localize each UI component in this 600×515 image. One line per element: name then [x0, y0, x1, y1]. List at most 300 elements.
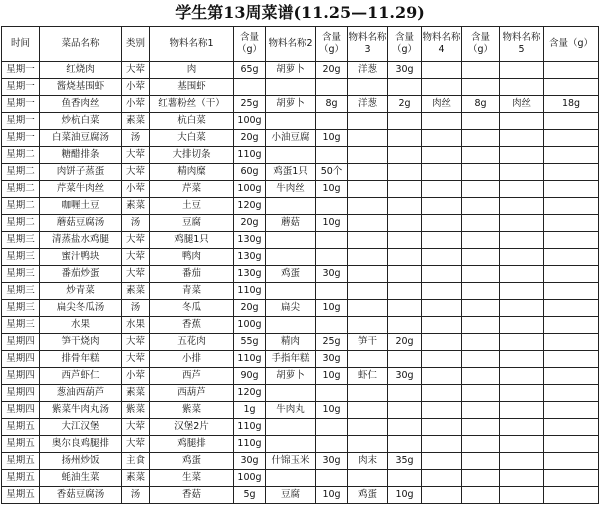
cell-amount-1: 5g [234, 487, 266, 504]
table-row [2, 232, 599, 249]
cell-material-3: 肉末 [348, 453, 388, 470]
cell-amount-1: 110g [234, 436, 266, 453]
cell-amount-2: 10g [316, 181, 348, 198]
cell-amount-3: 30g [388, 62, 422, 79]
header-amount-5: 含量（g） [544, 27, 599, 62]
cell-category: 素菜 [122, 113, 150, 130]
cell-dish: 清蒸盐水鸡腿 [40, 232, 122, 249]
cell-material-5 [500, 317, 544, 334]
cell-amount-3 [388, 215, 422, 232]
cell-dish: 酱烧基围虾 [40, 79, 122, 96]
cell-material-3 [348, 300, 388, 317]
cell-amount-2: 10g [316, 402, 348, 419]
cell-material-3 [348, 164, 388, 181]
cell-amount-4 [462, 470, 500, 487]
cell-material-1: 生菜 [150, 470, 234, 487]
cell-material-2 [266, 317, 316, 334]
cell-material-4 [422, 453, 462, 470]
cell-amount-2: 30g [316, 453, 348, 470]
cell-day: 星期四 [2, 351, 40, 368]
cell-material-4 [422, 436, 462, 453]
table-row [2, 283, 599, 300]
table-row [2, 130, 599, 147]
cell-material-3: 洋葱 [348, 96, 388, 113]
cell-material-4 [422, 283, 462, 300]
cell-category: 大荤 [122, 232, 150, 249]
cell-material-1: 红薯粉丝（干） [150, 96, 234, 113]
cell-day: 星期四 [2, 402, 40, 419]
cell-amount-3 [388, 470, 422, 487]
cell-material-3 [348, 266, 388, 283]
cell-material-4 [422, 181, 462, 198]
cell-category: 素菜 [122, 470, 150, 487]
cell-amount-3 [388, 402, 422, 419]
cell-amount-1: 120g [234, 385, 266, 402]
cell-material-1: 五花肉 [150, 334, 234, 351]
cell-material-4 [422, 266, 462, 283]
cell-material-4: 肉丝 [422, 96, 462, 113]
table-row [2, 487, 599, 504]
cell-amount-3: 35g [388, 453, 422, 470]
cell-amount-2 [316, 385, 348, 402]
cell-material-2: 豆腐 [266, 487, 316, 504]
cell-material-1: 杭白菜 [150, 113, 234, 130]
header-amount-4: 含量（g） [462, 27, 500, 62]
cell-amount-4 [462, 113, 500, 130]
cell-material-4 [422, 419, 462, 436]
cell-amount-4 [462, 487, 500, 504]
cell-material-2 [266, 113, 316, 130]
cell-amount-4 [462, 249, 500, 266]
cell-material-3 [348, 351, 388, 368]
cell-amount-4 [462, 164, 500, 181]
cell-material-2 [266, 470, 316, 487]
cell-material-4 [422, 300, 462, 317]
header-time: 时间 [2, 27, 40, 62]
cell-amount-4 [462, 334, 500, 351]
cell-category: 小荤 [122, 96, 150, 113]
cell-material-5 [500, 266, 544, 283]
cell-category: 大荤 [122, 436, 150, 453]
cell-amount-4 [462, 317, 500, 334]
cell-material-3 [348, 283, 388, 300]
cell-amount-5 [544, 317, 599, 334]
cell-material-5 [500, 198, 544, 215]
header-dish-name: 菜品名称 [40, 27, 122, 62]
cell-amount-5 [544, 300, 599, 317]
cell-amount-5 [544, 79, 599, 96]
cell-amount-1: 130g [234, 249, 266, 266]
cell-amount-1: 130g [234, 232, 266, 249]
cell-dish: 蚝油生菜 [40, 470, 122, 487]
cell-amount-1: 110g [234, 419, 266, 436]
cell-amount-2 [316, 419, 348, 436]
table-row [2, 62, 599, 79]
cell-amount-2 [316, 470, 348, 487]
cell-amount-5 [544, 453, 599, 470]
cell-amount-1: 100g [234, 113, 266, 130]
table-row [2, 164, 599, 181]
table-row [2, 470, 599, 487]
cell-day: 星期一 [2, 130, 40, 147]
cell-dish: 排骨年糕 [40, 351, 122, 368]
cell-material-2: 小油豆腐 [266, 130, 316, 147]
cell-amount-1: 20g [234, 300, 266, 317]
cell-material-2: 胡萝卜 [266, 62, 316, 79]
cell-material-5 [500, 419, 544, 436]
cell-amount-2 [316, 113, 348, 130]
header-amount-1: 含量（g） [234, 27, 266, 62]
cell-amount-2: 25g [316, 334, 348, 351]
cell-amount-1: 100g [234, 181, 266, 198]
cell-material-5 [500, 334, 544, 351]
cell-category: 大荤 [122, 249, 150, 266]
cell-category: 主食 [122, 453, 150, 470]
cell-category: 素菜 [122, 283, 150, 300]
cell-material-1: 西葫芦 [150, 385, 234, 402]
cell-material-5 [500, 385, 544, 402]
cell-category: 紫菜 [122, 402, 150, 419]
table-row [2, 79, 599, 96]
cell-amount-2: 30g [316, 266, 348, 283]
cell-amount-3 [388, 147, 422, 164]
cell-category: 水果 [122, 317, 150, 334]
table-row [2, 436, 599, 453]
cell-material-2 [266, 198, 316, 215]
cell-material-4 [422, 385, 462, 402]
cell-material-5 [500, 164, 544, 181]
cell-material-3 [348, 215, 388, 232]
cell-material-1: 紫菜 [150, 402, 234, 419]
cell-material-5 [500, 470, 544, 487]
cell-amount-4 [462, 436, 500, 453]
cell-amount-1: 60g [234, 164, 266, 181]
cell-material-2: 扁尖 [266, 300, 316, 317]
cell-amount-5: 18g [544, 96, 599, 113]
cell-material-5 [500, 283, 544, 300]
cell-amount-2: 50个 [316, 164, 348, 181]
cell-category: 汤 [122, 300, 150, 317]
cell-amount-2: 30g [316, 351, 348, 368]
table-row [2, 113, 599, 130]
cell-material-1: 青菜 [150, 283, 234, 300]
table-row [2, 249, 599, 266]
cell-category: 大荤 [122, 334, 150, 351]
cell-material-4 [422, 164, 462, 181]
cell-dish: 炒杭白菜 [40, 113, 122, 130]
cell-material-3 [348, 470, 388, 487]
cell-material-3: 鸡蛋 [348, 487, 388, 504]
table-row [2, 334, 599, 351]
cell-dish: 紫菜牛肉丸汤 [40, 402, 122, 419]
cell-dish: 蜜汁鸭块 [40, 249, 122, 266]
cell-day: 星期五 [2, 419, 40, 436]
cell-day: 星期三 [2, 300, 40, 317]
cell-material-5 [500, 215, 544, 232]
cell-amount-3: 2g [388, 96, 422, 113]
cell-amount-1: 130g [234, 266, 266, 283]
cell-amount-2 [316, 283, 348, 300]
header-category: 类别 [122, 27, 150, 62]
cell-amount-1: 110g [234, 283, 266, 300]
cell-amount-4 [462, 419, 500, 436]
cell-material-4 [422, 232, 462, 249]
cell-dish: 红烧肉 [40, 62, 122, 79]
cell-material-3 [348, 249, 388, 266]
cell-material-1: 土豆 [150, 198, 234, 215]
cell-material-5 [500, 79, 544, 96]
cell-material-1: 鸭肉 [150, 249, 234, 266]
cell-amount-2: 10g [316, 130, 348, 147]
cell-material-3 [348, 147, 388, 164]
cell-amount-1: 30g [234, 453, 266, 470]
cell-amount-3 [388, 113, 422, 130]
cell-day: 星期三 [2, 249, 40, 266]
cell-amount-5 [544, 283, 599, 300]
cell-material-2: 胡萝卜 [266, 368, 316, 385]
table-row [2, 198, 599, 215]
cell-material-3 [348, 181, 388, 198]
cell-day: 星期三 [2, 232, 40, 249]
cell-material-4 [422, 402, 462, 419]
cell-category: 大荤 [122, 351, 150, 368]
cell-amount-5 [544, 436, 599, 453]
cell-amount-2: 10g [316, 215, 348, 232]
table-row [2, 96, 599, 113]
cell-amount-4 [462, 368, 500, 385]
cell-material-4 [422, 351, 462, 368]
cell-material-5 [500, 300, 544, 317]
cell-amount-2 [316, 147, 348, 164]
cell-material-1: 鸡蛋 [150, 453, 234, 470]
cell-amount-3 [388, 283, 422, 300]
cell-material-4 [422, 130, 462, 147]
cell-amount-1: 90g [234, 368, 266, 385]
cell-day: 星期五 [2, 470, 40, 487]
cell-amount-3 [388, 266, 422, 283]
cell-amount-5 [544, 402, 599, 419]
cell-amount-3 [388, 130, 422, 147]
cell-material-5 [500, 113, 544, 130]
cell-material-2: 牛肉丝 [266, 181, 316, 198]
cell-amount-5 [544, 334, 599, 351]
cell-amount-3: 30g [388, 368, 422, 385]
cell-day: 星期二 [2, 198, 40, 215]
cell-dish: 扁尖冬瓜汤 [40, 300, 122, 317]
cell-day: 星期二 [2, 215, 40, 232]
cell-dish: 咖喱土豆 [40, 198, 122, 215]
cell-day: 星期一 [2, 113, 40, 130]
cell-amount-3 [388, 419, 422, 436]
page-title: 学生第13周菜谱(11.25—11.29) [175, 3, 425, 22]
cell-amount-5 [544, 470, 599, 487]
cell-material-1: 香菇 [150, 487, 234, 504]
cell-amount-2 [316, 232, 348, 249]
cell-material-4 [422, 368, 462, 385]
cell-dish: 肉饼子蒸蛋 [40, 164, 122, 181]
cell-amount-3 [388, 300, 422, 317]
cell-material-1: 大排切条 [150, 147, 234, 164]
cell-material-3 [348, 113, 388, 130]
cell-material-2: 蘑菇 [266, 215, 316, 232]
cell-material-1: 香蕉 [150, 317, 234, 334]
cell-amount-5 [544, 62, 599, 79]
cell-dish: 水果 [40, 317, 122, 334]
header-material-2: 物料名称2 [266, 27, 316, 62]
cell-amount-5 [544, 130, 599, 147]
cell-category: 小荤 [122, 181, 150, 198]
table-row [2, 300, 599, 317]
cell-category: 大荤 [122, 419, 150, 436]
cell-day: 星期四 [2, 385, 40, 402]
cell-day: 星期五 [2, 487, 40, 504]
cell-material-2 [266, 147, 316, 164]
cell-material-1: 基围虾 [150, 79, 234, 96]
cell-material-3 [348, 79, 388, 96]
cell-material-5 [500, 249, 544, 266]
cell-amount-2: 10g [316, 300, 348, 317]
menu-table [1, 26, 599, 504]
header-material-4: 物料名称4 [422, 27, 462, 62]
cell-amount-5 [544, 198, 599, 215]
cell-day: 星期三 [2, 266, 40, 283]
cell-category: 大荤 [122, 266, 150, 283]
cell-amount-2: 20g [316, 62, 348, 79]
cell-amount-3 [388, 249, 422, 266]
cell-category: 汤 [122, 130, 150, 147]
cell-material-5 [500, 130, 544, 147]
cell-material-5 [500, 232, 544, 249]
cell-amount-4 [462, 147, 500, 164]
cell-material-4 [422, 62, 462, 79]
cell-dish: 葱油西葫芦 [40, 385, 122, 402]
cell-amount-4 [462, 266, 500, 283]
cell-amount-3 [388, 164, 422, 181]
cell-amount-1: 55g [234, 334, 266, 351]
cell-amount-3 [388, 351, 422, 368]
cell-material-4 [422, 317, 462, 334]
cell-material-1: 番茄 [150, 266, 234, 283]
cell-material-1: 豆腐 [150, 215, 234, 232]
cell-amount-2: 10g [316, 487, 348, 504]
cell-amount-4 [462, 300, 500, 317]
cell-material-2: 鸡蛋1只 [266, 164, 316, 181]
cell-material-4 [422, 470, 462, 487]
cell-category: 素菜 [122, 198, 150, 215]
cell-amount-4 [462, 283, 500, 300]
cell-material-3 [348, 419, 388, 436]
table-row [2, 453, 599, 470]
cell-dish: 蘑菇豆腐汤 [40, 215, 122, 232]
table-row [2, 385, 599, 402]
cell-material-2 [266, 283, 316, 300]
cell-material-1: 大白菜 [150, 130, 234, 147]
cell-amount-3 [388, 232, 422, 249]
cell-dish: 扬州炒饭 [40, 453, 122, 470]
cell-day: 星期二 [2, 181, 40, 198]
cell-material-3: 笋干 [348, 334, 388, 351]
cell-material-3 [348, 317, 388, 334]
cell-amount-3 [388, 317, 422, 334]
cell-amount-3 [388, 385, 422, 402]
cell-material-2 [266, 232, 316, 249]
cell-amount-4 [462, 79, 500, 96]
cell-amount-4 [462, 198, 500, 215]
cell-day: 星期一 [2, 62, 40, 79]
header-material-3: 物料名称3 [348, 27, 388, 62]
table-row [2, 402, 599, 419]
cell-amount-2: 10g [316, 368, 348, 385]
cell-material-4 [422, 215, 462, 232]
cell-amount-1: 110g [234, 147, 266, 164]
cell-material-1: 冬瓜 [150, 300, 234, 317]
cell-amount-4 [462, 62, 500, 79]
cell-amount-1: 120g [234, 198, 266, 215]
cell-amount-1: 1g [234, 402, 266, 419]
cell-dish: 笋干烧肉 [40, 334, 122, 351]
cell-material-3: 洋葱 [348, 62, 388, 79]
cell-day: 星期三 [2, 317, 40, 334]
cell-material-5 [500, 368, 544, 385]
cell-amount-4: 8g [462, 96, 500, 113]
cell-amount-1: 100g [234, 470, 266, 487]
cell-material-2 [266, 79, 316, 96]
cell-amount-5 [544, 266, 599, 283]
cell-amount-3 [388, 79, 422, 96]
cell-amount-2 [316, 317, 348, 334]
cell-amount-5 [544, 181, 599, 198]
cell-amount-1: 110g [234, 351, 266, 368]
cell-amount-5 [544, 113, 599, 130]
cell-material-2 [266, 419, 316, 436]
cell-amount-1: 25g [234, 96, 266, 113]
cell-amount-4 [462, 181, 500, 198]
cell-amount-5 [544, 249, 599, 266]
cell-material-2: 手指年糕 [266, 351, 316, 368]
cell-amount-1: 20g [234, 130, 266, 147]
table-body [2, 62, 599, 504]
cell-material-5 [500, 487, 544, 504]
cell-amount-5 [544, 368, 599, 385]
cell-material-5 [500, 402, 544, 419]
cell-amount-1: 65g [234, 62, 266, 79]
cell-material-4 [422, 79, 462, 96]
cell-material-2: 鸡蛋 [266, 266, 316, 283]
cell-material-3 [348, 385, 388, 402]
cell-material-4 [422, 334, 462, 351]
cell-amount-3 [388, 181, 422, 198]
cell-dish: 芹菜牛肉丝 [40, 181, 122, 198]
cell-material-1: 小排 [150, 351, 234, 368]
cell-material-3 [348, 436, 388, 453]
cell-material-1: 鸡腿排 [150, 436, 234, 453]
cell-material-2 [266, 436, 316, 453]
cell-material-3 [348, 130, 388, 147]
header-amount-3: 含量（g） [388, 27, 422, 62]
cell-material-4 [422, 249, 462, 266]
cell-material-3 [348, 402, 388, 419]
cell-amount-4 [462, 232, 500, 249]
table-row [2, 351, 599, 368]
table-row [2, 215, 599, 232]
cell-amount-3: 10g [388, 487, 422, 504]
cell-amount-5 [544, 419, 599, 436]
cell-amount-1: 20g [234, 215, 266, 232]
cell-amount-3 [388, 436, 422, 453]
cell-amount-2 [316, 79, 348, 96]
cell-material-1: 芹菜 [150, 181, 234, 198]
cell-dish: 糖醋排条 [40, 147, 122, 164]
